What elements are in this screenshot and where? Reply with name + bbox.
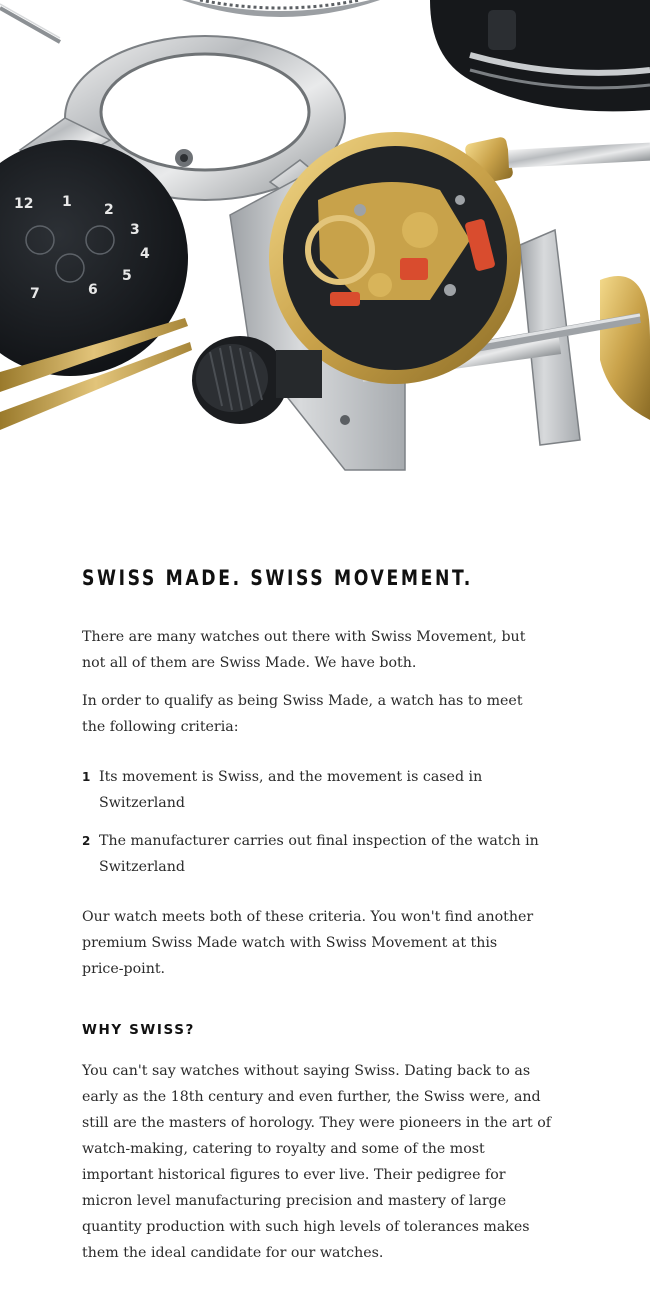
dial-numeral: 6: [88, 282, 98, 298]
list-item-number: 2: [82, 834, 91, 848]
dial-numeral: 4: [140, 246, 150, 262]
criteria-summary-paragraph: Our watch meets both of these criteria. You won't find another premium Swiss Made watch with Swiss Movement at this price-point.: [82, 909, 534, 977]
list-item-text: Its movement is Swiss, and the movement is cased in Switzerland: [99, 769, 483, 811]
list-item: [82, 764, 552, 816]
criteria-intro-paragraph: In order to qualify as being Swiss Made, a watch has to meet the following criteria:: [82, 693, 523, 735]
criteria-list: [82, 764, 552, 892]
dial-numeral: 1: [62, 194, 72, 210]
dial-numeral: 12: [14, 196, 34, 212]
dial-numeral: 3: [130, 222, 140, 238]
list-item-text: The manufacturer carries out final inspection of the watch in Switzerland: [99, 833, 539, 875]
hero-image: [0, 0, 650, 492]
page-title: SWISS MADE. SWISS MOVEMENT.: [82, 566, 473, 590]
watch-movement: [269, 132, 521, 384]
list-item: [82, 828, 552, 880]
dial-numeral: 7: [30, 286, 40, 302]
intro-paragraph: There are many watches out there with Swiss Movement, but not all of them are Swiss Made. We have both.: [82, 629, 526, 671]
watch-movement-illustration: [0, 0, 650, 492]
why-swiss-paragraph: You can't say watches without saying Swiss. Dating back to as early as the 18th century and even further, the Swiss were, and still are the masters of horology. They were pioneers in the art of watch-making, catering to royalty and some of the most important historical figures to ever live. Their pedigree for micron level manufacturing precision and mastery of large quantity production with such high levels of tolerances makes them the ideal candidate for our watches.: [82, 1063, 552, 1261]
dial-numeral: 2: [104, 202, 114, 218]
article: [82, 560, 562, 1261]
list-item-number: 1: [82, 770, 91, 784]
dial-numeral: 5: [122, 268, 132, 284]
section-heading: WHY SWISS?: [82, 1022, 195, 1038]
